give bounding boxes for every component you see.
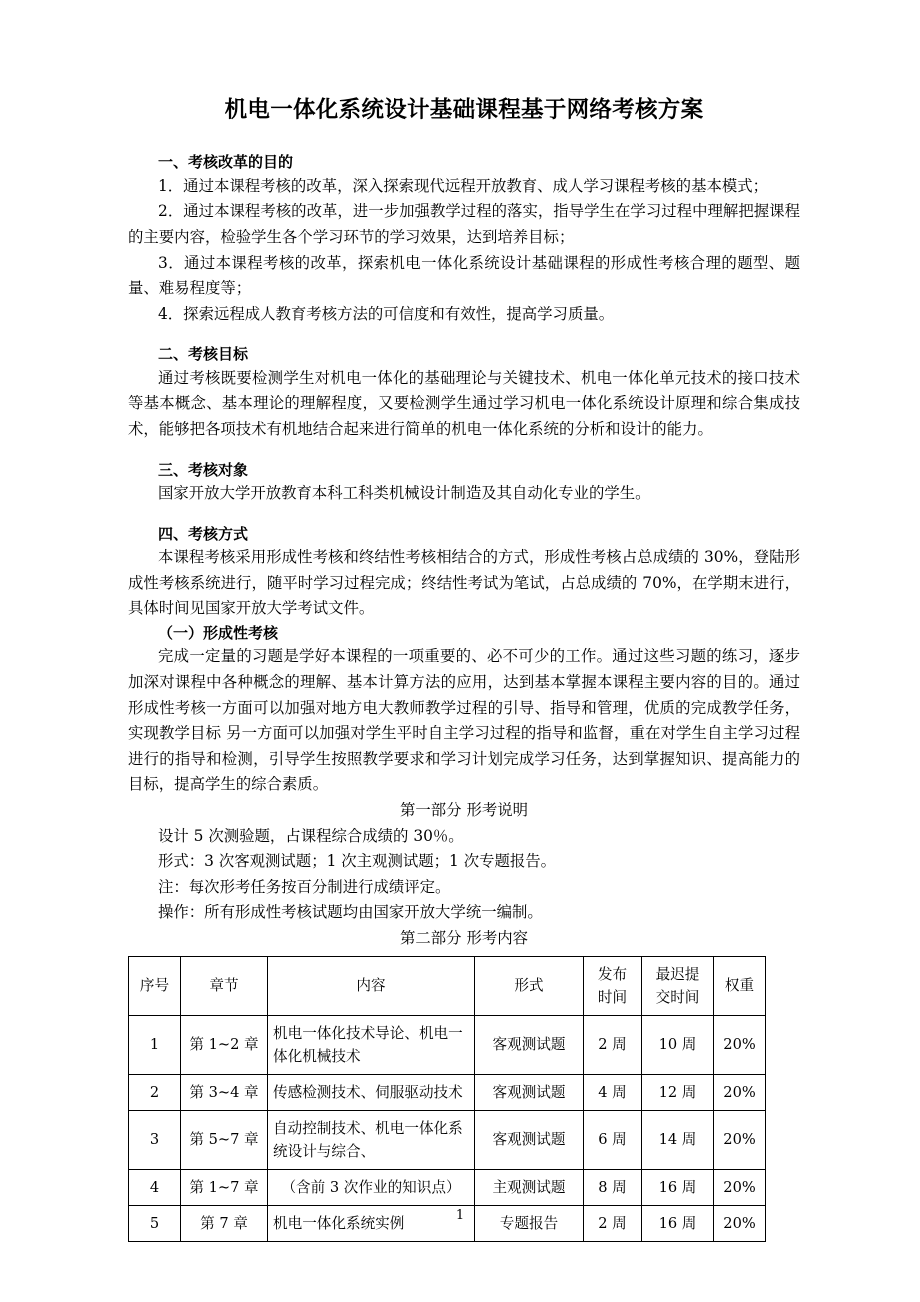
publish-line-2: 时间 <box>597 988 628 1006</box>
cell-form: 主观测试题 <box>475 1169 584 1205</box>
table-row <box>129 1015 766 1074</box>
column-header-due <box>642 956 714 1015</box>
column-header-no: 序号 <box>129 956 181 1015</box>
column-header-publish <box>584 956 642 1015</box>
part-one-line-3: 注：每次形考任务按百分制进行成绩评定。 <box>158 877 451 896</box>
cell-publish: 2 周 <box>584 1015 642 1074</box>
cell-publish: 6 周 <box>584 1110 642 1169</box>
section-1-item-4: 4．探索远程成人教育考核方法的可信度和有效性，提高学习质量。 <box>158 304 615 323</box>
cell-weight: 20% <box>714 1110 766 1169</box>
section-1-item-3: 3．通过本课程考核的改革，探索机电一体化系统设计基础课程的形成性考核合理的题型、题量、难易程度等； <box>128 253 800 298</box>
cell-content: 机电一体化系统实例 <box>268 1205 475 1241</box>
spacer <box>128 507 800 523</box>
column-header-form: 形式 <box>475 956 584 1015</box>
cell-publish: 4 周 <box>584 1074 642 1110</box>
cell-form: 客观测试题 <box>475 1110 584 1169</box>
table-row <box>129 1110 766 1169</box>
cell-weight: 20% <box>714 1074 766 1110</box>
table-row <box>129 1169 766 1205</box>
cell-content: 自动控制技术、机电一体化系统设计与综合、 <box>268 1110 475 1169</box>
section-1-item-2: 2．通过本课程考核的改革，进一步加强教学过程的落实，指导学生在学习过程中理解把握课程的主要内容，检验学生各个学习环节的学习效果，达到培养目标； <box>128 202 800 246</box>
cell-publish: 2 周 <box>584 1205 642 1241</box>
cell-due: 14 周 <box>642 1110 714 1169</box>
cell-no: 4 <box>129 1169 181 1205</box>
section-4-body: 本课程考核采用形成性考核和终结性考核相结合的方式，形成性考核占总成绩的 30%，登陆形成性考核系统进行，随平时学习过程完成；终结性考试为笔试，占总成绩的 70%，在学期末进行，具体时间见国家开放大学考试文件。 <box>128 548 800 618</box>
page-number: 1 <box>455 1208 465 1223</box>
part-one-line-4: 操作：所有形成性考核试题均由国家开放大学统一编制。 <box>158 903 543 922</box>
cell-form: 客观测试题 <box>475 1015 584 1074</box>
cell-chapter: 第 7 章 <box>181 1205 268 1241</box>
column-header-content: 内容 <box>268 956 475 1015</box>
cell-weight: 20% <box>714 1205 766 1241</box>
section-3-body: 国家开放大学开放教育本科工科类机械设计制造及其自动化专业的学生。 <box>158 484 651 503</box>
section-4-sub-heading: （一）形成性考核 <box>158 623 279 642</box>
cell-chapter: 第 3~4 章 <box>181 1074 268 1110</box>
column-header-weight: 权重 <box>714 956 766 1015</box>
part-two-heading: 第二部分 形考内容 <box>399 929 529 947</box>
spacer <box>128 443 800 459</box>
cell-due: 16 周 <box>642 1169 714 1205</box>
due-line-1: 最迟提 <box>655 965 700 983</box>
cell-no: 1 <box>129 1015 181 1074</box>
cell-content: 机电一体化技术导论、机电一体化机械技术 <box>268 1015 475 1074</box>
section-heading-4: 四、考核方式 <box>158 524 249 543</box>
publish-line-1: 发布 <box>597 965 628 983</box>
cell-chapter: 第 1~7 章 <box>181 1169 268 1205</box>
section-heading-3: 三、考核对象 <box>158 460 249 479</box>
document-body <box>128 96 800 1242</box>
cell-weight: 20% <box>714 1169 766 1205</box>
column-header-chapter: 章节 <box>181 956 268 1015</box>
section-2-body: 通过考核既要检测学生对机电一体化的基础理论与关键技术、机电一体化单元技术的接口技术等基本概念、基本理论的理解程度，又要检测学生通过学习机电一体化系统设计原理和综合集成技术，能够把各项技术有机地结合起来进行简单的机电一体化系统的分析和设计的能力。 <box>128 368 800 438</box>
section-4-sub-body: 完成一定量的习题是学好本课程的一项重要的、必不可少的工作。通过这些习题的练习，逐步加深对课程中各种概念的理解、基本计算方法的应用，达到基本掌握本课程主要内容的目的。通过形成性考核一方面可以加强对地方电大教师教学过程的引导、指导和管理，优质的完成教学任务，实现教学目标 另一方面可以加强对学生平时自主学习过程的指导和监督，重在对学生自主学习过程进行的指导和检测，引导学生按照教学要求和学习计划完成学习任务，达到掌握知识、提高能力的目标，提高学生的综合素质。 <box>128 647 800 794</box>
cell-form: 专题报告 <box>475 1205 584 1241</box>
formative-assessment-table <box>128 956 766 1242</box>
cell-due: 16 周 <box>642 1205 714 1241</box>
page-title: 机电一体化系统设计基础课程基于网络考核方案 <box>224 97 704 123</box>
cell-due: 10 周 <box>642 1015 714 1074</box>
cell-weight: 20% <box>714 1015 766 1074</box>
cell-chapter: 第 5~7 章 <box>181 1110 268 1169</box>
cell-content: 传感检测技术、伺服驱动技术 <box>268 1074 475 1110</box>
cell-no: 5 <box>129 1205 181 1241</box>
cell-no: 2 <box>129 1074 181 1110</box>
cell-content: （含前 3 次作业的知识点） <box>268 1169 475 1205</box>
due-line-2: 交时间 <box>655 988 700 1006</box>
section-heading-1: 一、考核改革的目的 <box>158 153 294 172</box>
cell-chapter: 第 1~2 章 <box>181 1015 268 1074</box>
table-row <box>129 1074 766 1110</box>
section-heading-2: 二、考核目标 <box>158 345 249 364</box>
cell-publish: 8 周 <box>584 1169 642 1205</box>
cell-form: 客观测试题 <box>475 1074 584 1110</box>
table-header-row <box>129 956 766 1015</box>
part-one-heading: 第一部分 形考说明 <box>399 801 529 820</box>
section-1-item-1: 1．通过本课程考核的改革，深入探索现代远程开放教育、成人学习课程考核的基本模式； <box>158 176 769 195</box>
part-one-line-2: 形式：3 次客观测试题；1 次主观测试题；1 次专题报告。 <box>158 852 557 871</box>
spacer <box>128 327 800 343</box>
cell-no: 3 <box>129 1110 181 1169</box>
cell-due: 12 周 <box>642 1074 714 1110</box>
part-one-line-1: 设计 5 次测验题，占课程综合成绩的 30％。 <box>158 826 464 845</box>
